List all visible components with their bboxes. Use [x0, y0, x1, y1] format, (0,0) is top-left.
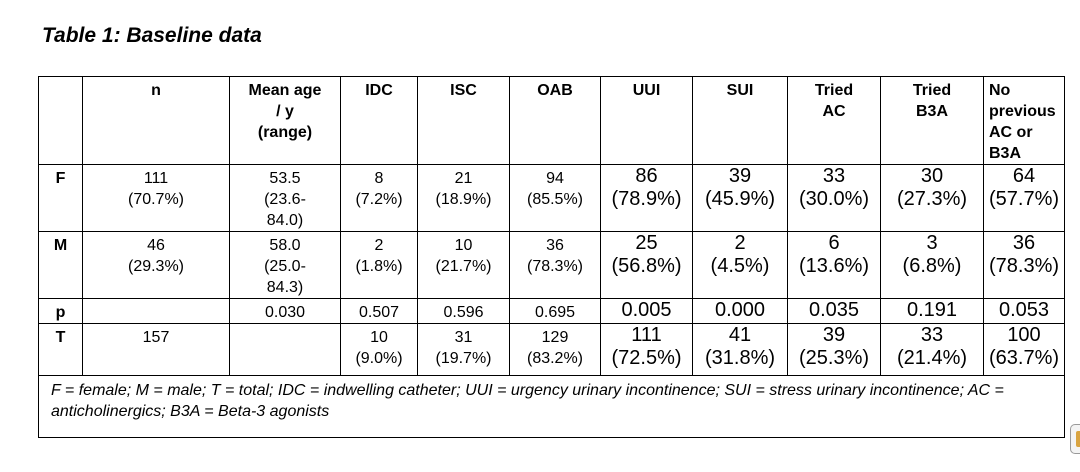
table-cell: 53.5 (23.6- 84.0): [230, 165, 341, 232]
table-cell: 36 (78.3%): [510, 232, 601, 299]
table-cell: 86 (78.9%): [601, 165, 693, 232]
header-text: Tried B3A: [912, 82, 952, 120]
side-panel-tab-icon[interactable]: [1070, 424, 1080, 454]
table-row: [39, 324, 1065, 376]
header-text: Mean age / y (range): [248, 82, 322, 141]
table-cell: 0.030: [230, 299, 341, 324]
column-header: [881, 77, 984, 165]
column-header: [984, 77, 1065, 165]
column-header: [788, 77, 881, 165]
table-cell: 8 (7.2%): [341, 165, 418, 232]
table-title: Table 1: Baseline data: [42, 24, 262, 47]
table-cell: [230, 324, 341, 376]
table-cell: 46 (29.3%): [83, 232, 230, 299]
table-cell: 0.191: [881, 299, 984, 324]
column-header: UUI: [601, 77, 693, 165]
table-cell: 10 (9.0%): [341, 324, 418, 376]
table-cell: 30 (27.3%): [881, 165, 984, 232]
table-cell: 111 (72.5%): [601, 324, 693, 376]
header-text: No previous AC or B3A: [989, 82, 1056, 162]
table-cell: 2 (1.8%): [341, 232, 418, 299]
row-label: M: [39, 232, 83, 299]
table-cell: 0.000: [693, 299, 788, 324]
table-row: [39, 232, 1065, 299]
table-row: [39, 299, 1065, 324]
table-cell: 39 (45.9%): [693, 165, 788, 232]
table-cell: 0.005: [601, 299, 693, 324]
table-cell: 0.053: [984, 299, 1065, 324]
table-cell: 100 (63.7%): [984, 324, 1065, 376]
header-text: Tried AC: [814, 82, 854, 120]
column-header: n: [83, 77, 230, 165]
footnote-row: [39, 376, 1065, 438]
table-cell: 0.596: [418, 299, 510, 324]
table-cell: 0.695: [510, 299, 601, 324]
baseline-data-table: [38, 76, 1065, 438]
table-cell: 3 (6.8%): [881, 232, 984, 299]
table-cell: 33 (21.4%): [881, 324, 984, 376]
table-cell: 2 (4.5%): [693, 232, 788, 299]
column-header: [39, 77, 83, 165]
column-header: ISC: [418, 77, 510, 165]
table-cell: 33 (30.0%): [788, 165, 881, 232]
column-header: [230, 77, 341, 165]
table-cell: 10 (21.7%): [418, 232, 510, 299]
table-row: [39, 165, 1065, 232]
table-cell: 0.035: [788, 299, 881, 324]
table-cell: 157: [83, 324, 230, 376]
row-label: p: [39, 299, 83, 324]
table-cell: [83, 299, 230, 324]
table-cell: 39 (25.3%): [788, 324, 881, 376]
table-cell: 25 (56.8%): [601, 232, 693, 299]
table-cell: 64 (57.7%): [984, 165, 1065, 232]
table-cell: 21 (18.9%): [418, 165, 510, 232]
table-cell: 36 (78.3%): [984, 232, 1065, 299]
table-cell: 0.507: [341, 299, 418, 324]
table-cell: 41 (31.8%): [693, 324, 788, 376]
row-label: F: [39, 165, 83, 232]
table-cell: 6 (13.6%): [788, 232, 881, 299]
column-header: OAB: [510, 77, 601, 165]
table-cell: 58.0 (25.0- 84.3): [230, 232, 341, 299]
row-label: T: [39, 324, 83, 376]
table-cell: 94 (85.5%): [510, 165, 601, 232]
table-cell: 31 (19.7%): [418, 324, 510, 376]
header-row: [39, 77, 1065, 165]
table-cell: 129 (83.2%): [510, 324, 601, 376]
table-footnote: F = female; M = male; T = total; IDC = indwelling catheter; UUI = urgency urinary incontinence; SUI = stress urinary incontinence; AC = anticholinergics; B3A = Beta-3 agonists: [39, 376, 1065, 438]
column-header: IDC: [341, 77, 418, 165]
table-cell: 111 (70.7%): [83, 165, 230, 232]
column-header: SUI: [693, 77, 788, 165]
